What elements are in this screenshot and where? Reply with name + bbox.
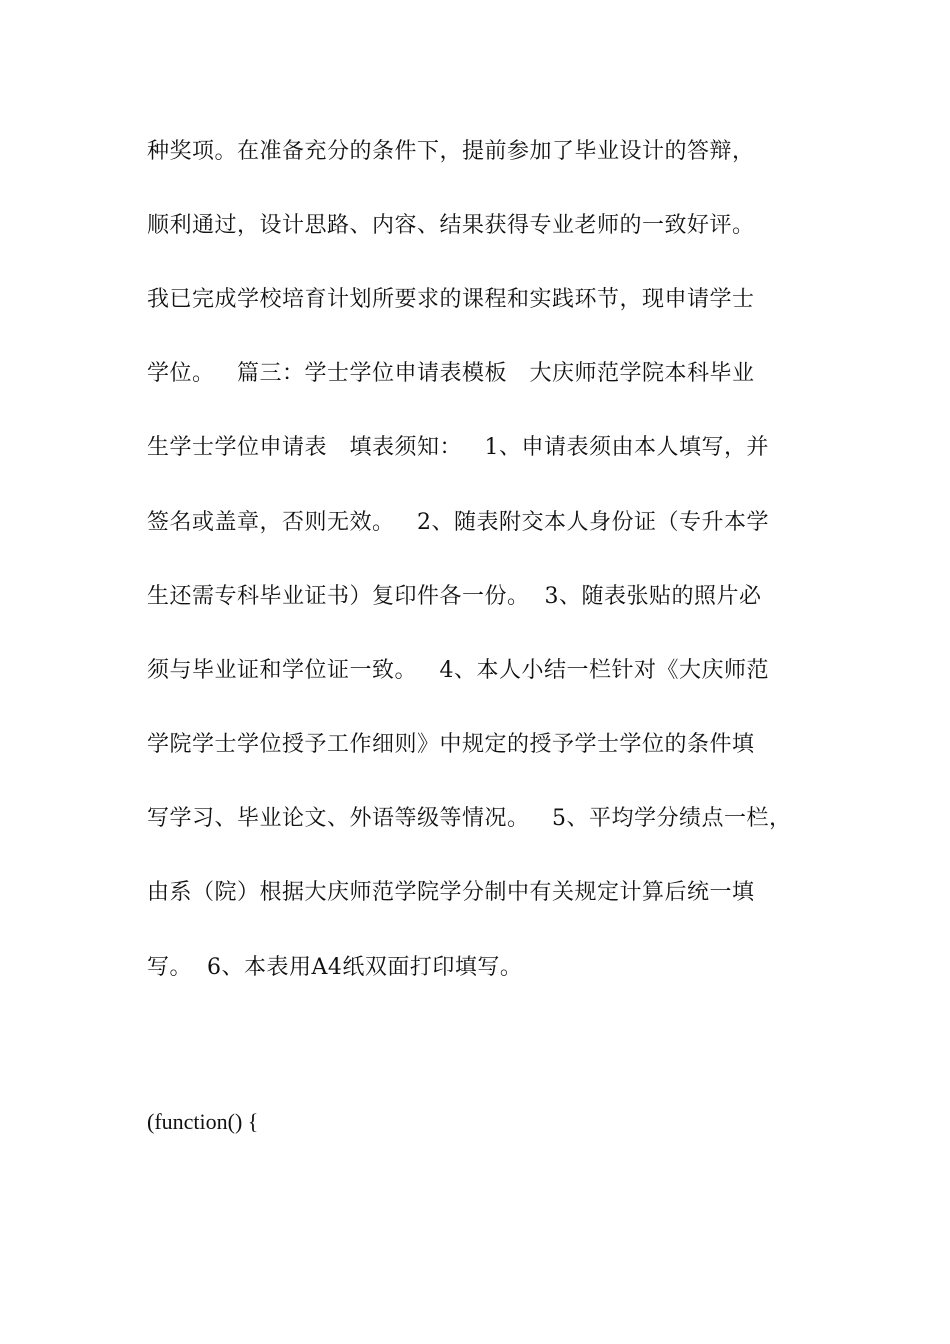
body-text-line: 学院学士学位授予工作细则》中规定的授予学士学位的条件填 bbox=[147, 732, 755, 757]
body-text-line: 我已完成学校培育计划所要求的课程和实践环节，现申请学士 bbox=[147, 287, 755, 312]
body-text-line: 生还需专科毕业证书）复印件各一份。 3、随表张贴的照片必 bbox=[147, 584, 762, 609]
body-text-line: 写。 6、本表用A4纸双面打印填写。 bbox=[147, 955, 523, 980]
code-snippet-line: (function() { bbox=[147, 1109, 259, 1134]
body-text-line: 种奖项。在准备充分的条件下，提前参加了毕业设计的答辩， bbox=[147, 139, 755, 164]
body-text-line: 写学习、毕业论文、外语等级等情况。 5、平均学分绩点一栏， bbox=[147, 806, 792, 831]
body-text-line: 须与毕业证和学位证一致。 4、本人小结一栏针对《大庆师范 bbox=[147, 658, 769, 683]
body-text-line: 生学士学位申请表 填表须知： 1、申请表须由本人填写，并 bbox=[147, 435, 769, 460]
body-text-line: 签名或盖章，否则无效。 2、随表附交本人身份证（专升本学 bbox=[147, 510, 769, 535]
body-text-line: 由系（院）根据大庆师范学院学分制中有关规定计算后统一填 bbox=[147, 880, 755, 905]
body-text-line: 顺利通过，设计思路、内容、结果获得专业老师的一致好评。 bbox=[147, 213, 755, 238]
body-text-line: 学位。 篇三：学士学位申请表模板 大庆师范学院本科毕业 bbox=[147, 361, 755, 386]
